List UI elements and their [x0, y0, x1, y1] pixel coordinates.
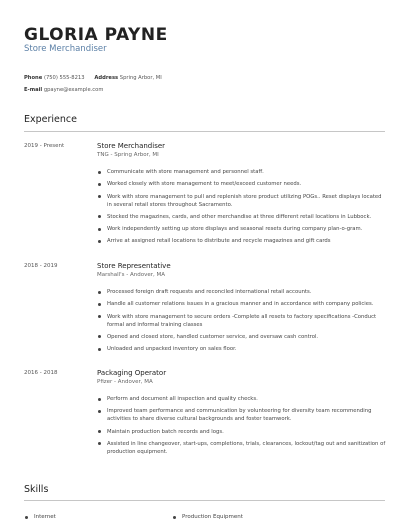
job-bullet: Opened and closed store, handled customer service, and oversaw cash control. [97, 333, 387, 341]
job-bullet: Arrive at assigned retail locations to distribute and recycle magazines and gift cards [97, 237, 387, 245]
job-bullets [97, 168, 387, 250]
skills-heading: Skills [24, 484, 49, 495]
job-title: Store Representative [97, 262, 171, 270]
job-company: Pfizer - Andover, MA [97, 379, 153, 385]
skill-item: Internet [24, 514, 56, 520]
skill-item: Production Equipment [172, 514, 243, 520]
job-bullet: Worked closely with store management to meet/exceed customer needs. [97, 180, 387, 188]
job-dates: 2019 - Present [24, 143, 65, 149]
phone-value: (750) 555-8213 [43, 75, 85, 81]
contact-line-email [24, 87, 103, 93]
skills-divider [24, 500, 385, 501]
job-bullet: Processed foreign draft requests and reconciled international retail accounts. [97, 288, 387, 296]
candidate-role: Store Merchandiser [24, 44, 107, 54]
job-bullets [97, 288, 387, 357]
job-bullet: Maintain production batch records and logs. [97, 428, 387, 436]
contact-line-phone-address [24, 75, 162, 81]
job-bullet: Stocked the magazines, cards, and other merchandise at three different retail locations in Lubbock. [97, 213, 387, 221]
job-title: Packaging Operator [97, 369, 167, 377]
address-value: Spring Arbor, MI [119, 75, 162, 81]
job-dates: 2018 - 2019 [24, 263, 58, 269]
experience-divider [24, 131, 385, 132]
job-bullet: Communicate with store management and personnel staff. [97, 168, 387, 176]
job-company: TNG - Spring Arbor, MI [97, 152, 159, 158]
job-bullet: Unloaded and unpacked inventory on sales floor. [97, 345, 387, 353]
job-bullet: Work with store management to secure orders -Complete all resets to factory specifications -Conduct formal and informal training classes [97, 313, 387, 329]
job-bullets [97, 395, 387, 460]
job-bullet: Improved team performance and communication by volunteering for diversity team recommending activities to share diverse cultural backgrounds and foster teamwork. [97, 407, 387, 423]
job-title: Store Merchandiser [97, 142, 166, 150]
email-label: E-mail [24, 87, 43, 93]
job-bullet: Work with store management to pull and replenish store product utilizing POGs.. Reset displays located in several retail stores throughout Sacramento. [97, 193, 387, 209]
email-value[interactable]: gpayne@example.com [43, 87, 104, 93]
job-dates: 2016 - 2018 [24, 370, 58, 376]
job-bullet: Assisted in line changeover, start-ups, completions, trials, clearances, lockout/tag out and sanitization of production equipment. [97, 440, 387, 456]
job-bullet: Work independently setting up store displays and seasonal resets during company plan-o-gram. [97, 225, 387, 233]
candidate-name: GLORIA PAYNE [24, 25, 168, 45]
job-company: Marshall's - Andover, MA [97, 272, 166, 278]
job-bullet: Perform and document all inspection and quality checks. [97, 395, 387, 403]
address-label: Address [94, 75, 119, 81]
job-bullet: Handle all customer relations issues in a gracious manner and in accordance with company policies. [97, 300, 387, 308]
phone-label: Phone [24, 75, 43, 81]
experience-heading: Experience [24, 114, 77, 125]
